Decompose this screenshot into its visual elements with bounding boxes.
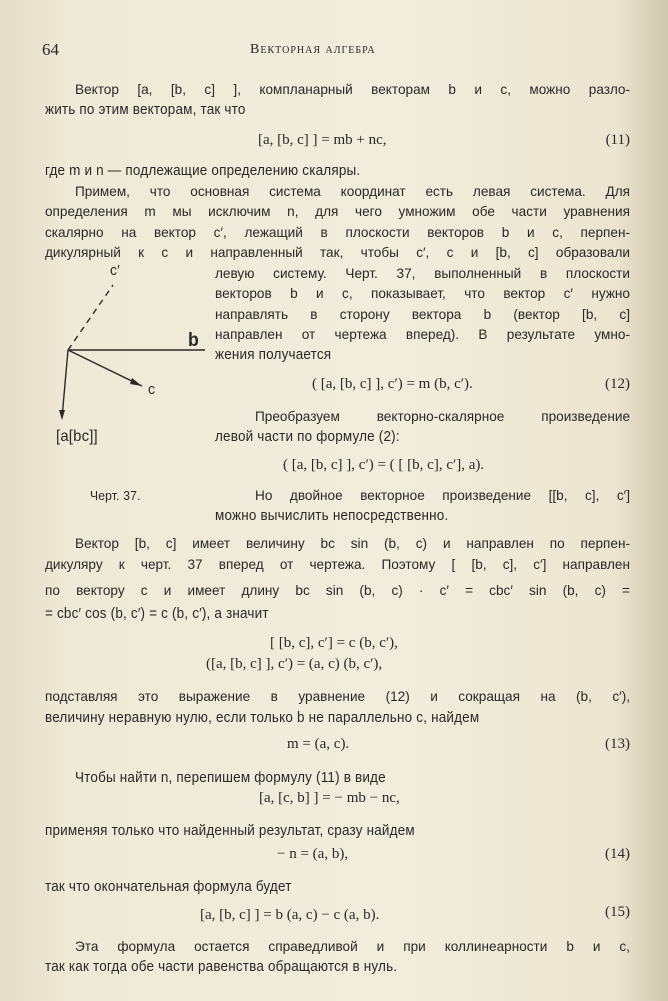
equation-number: (11) [605, 132, 630, 148]
equation: ([a, [b, c] ], c′) = (a, c) (b, c′), [206, 656, 383, 672]
text-line: так как тогда обе части равенства обращаются в нуль. [45, 959, 398, 975]
text-line: Вектор [b, c] имеет величину bc sin (b, c) и направлен по перпен- [75, 536, 630, 551]
label-c: c [148, 381, 156, 398]
text-line: Чтобы найти n, перепишем формулу (11) в виде [75, 770, 386, 786]
running-head: Векторная алгебра [250, 42, 376, 57]
equation-number: (14) [605, 846, 630, 862]
text-line: Но двойное векторное произведение [[b, c], c′] [255, 488, 630, 503]
text-line: дикуляру к черт. 37 вперед от чертежа. Поэтому [ [b, c], c′] направлен [45, 557, 630, 572]
text-line: определения m мы исключим n, для чего умножим обе части уравнения [45, 204, 630, 219]
text-line: так что окончательная формула будет [45, 879, 292, 895]
text-line: подставляя это выражение в уравнение (12) и сокращая на (b, c′), [45, 689, 630, 704]
text-line: величину неравную нулю, если только b не параллельно c, найдем [45, 710, 480, 726]
equation-12: ( [a, [b, c] ], c′) = m (b, c′). [312, 376, 473, 392]
text-line: = cbc′ cos (b, c′) = c (b, c′), а значит [45, 606, 269, 622]
text-line: Преобразуем векторно-скалярное произведение [255, 409, 630, 424]
text-line: по вектору c и имеет длину bc sin (b, c) · c′ = cbc′ sin (b, c) = [45, 583, 630, 598]
vector-abc-line [62, 350, 68, 418]
text-line: жения получается [215, 347, 332, 363]
text-line: Примем, что основная система координат есть левая система. Для [75, 184, 630, 199]
text-line: где m и n — подлежащие определению скаляры. [45, 163, 361, 179]
text-line: дикулярный к c и направленный так, чтобы c′, c и [b, c] образовали [45, 245, 630, 260]
text-line: направлять в сторону вектора b (вектор [b, c] [215, 307, 630, 322]
equation-number: (13) [605, 736, 630, 752]
label-abc: [a[bc]] [56, 428, 98, 445]
equation-14: − n = (a, b), [277, 846, 349, 862]
equation-15: [a, [b, c] ] = b (a, c) − c (a, b). [200, 907, 380, 923]
arrow-c-icon [130, 378, 142, 386]
equation-11: [a, [b, c] ] = mb + nc, [258, 132, 387, 148]
text-line: векторов b и c, показывает, что вектор c′ нужно [215, 286, 630, 301]
text-line: применяя только что найденный результат, сразу найдем [45, 823, 415, 839]
text-line: Вектор [a, [b, c] ], компланарный векторам b и c, можно разло- [75, 82, 630, 97]
text-line: левую систему. Черт. 37, выполненный в плоскости [215, 266, 630, 281]
text-line: направлен от чертежа вперед). В результате умно- [215, 327, 630, 342]
page-number: 64 [42, 40, 59, 59]
equation: [a, [c, b] ] = − mb − nc, [259, 790, 400, 806]
figure-caption: Черт. 37. [90, 488, 141, 503]
equation-transform: ( [a, [b, c] ], c′) = ( [ [b, c], c′], a). [283, 457, 485, 473]
label-c-prime: c′ [110, 262, 120, 279]
vector-c-prime-line [68, 285, 113, 350]
equation: [ [b, c], c′] = c (b, c′), [270, 635, 398, 651]
equation-13: m = (a, c). [287, 736, 350, 752]
equation-number: (15) [605, 904, 630, 920]
label-b: b [188, 330, 199, 351]
text-line: можно вычислить непосредственно. [215, 508, 449, 524]
equation-number: (12) [605, 376, 630, 392]
vector-c-line [68, 350, 142, 386]
text-line: Эта формула остается справедливой и при коллинеарности b и c, [75, 939, 630, 954]
text-line: жить по этим векторам, так что [45, 102, 246, 118]
text-line: скалярно на вектор c′, лежащий в плоскости векторов b и c, перпен- [45, 225, 630, 240]
text-line: левой части по формуле (2): [215, 429, 400, 445]
arrow-abc-icon [59, 410, 65, 420]
